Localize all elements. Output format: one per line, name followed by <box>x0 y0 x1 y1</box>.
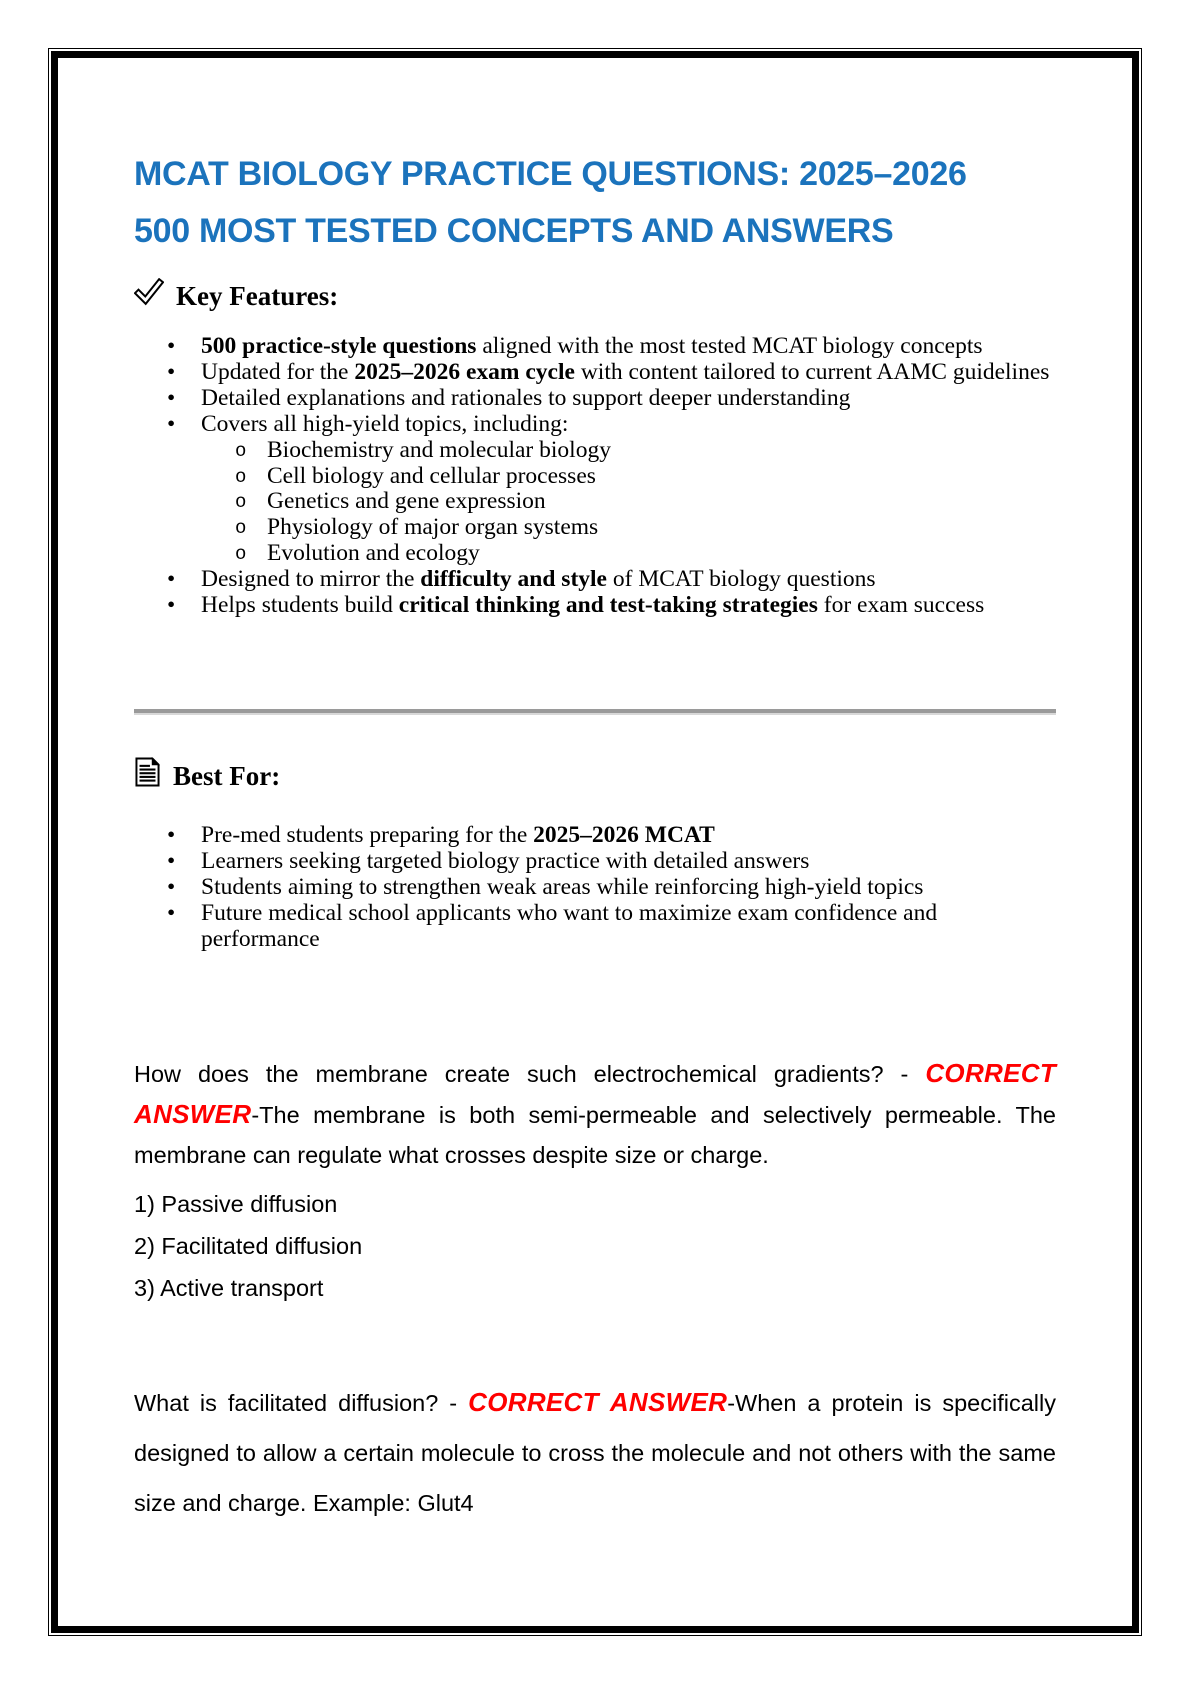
question-text: What is facilitated diffusion? - <box>134 1389 469 1416</box>
best-for-list <box>134 823 1056 953</box>
page-border <box>48 48 1142 1636</box>
question-text: How does the membrane create such electrochemical gradients? - <box>134 1060 926 1087</box>
option-line: 3) Active transport <box>134 1274 324 1301</box>
page-border-inner <box>51 51 1139 1633</box>
question-answer-paragraph <box>134 1377 1056 1528</box>
document-page <box>58 146 1132 1528</box>
list-item: o Biochemistry and molecular biology <box>134 438 1056 464</box>
answer-text: -The membrane is both semi-permeable and selectively permeable. The membrane can regulate what crosses despite size or charge. <box>134 1101 1056 1168</box>
check-outline-icon <box>134 278 164 314</box>
key-features-list-tail <box>134 567 1056 619</box>
correct-answer-marker: CORRECT ANSWER <box>468 1386 728 1417</box>
list-item: o Physiology of major organ systems <box>134 515 1056 541</box>
key-features-heading <box>134 278 1056 314</box>
list-item: • Students aiming to strengthen weak areas while reinforcing high-yield topics <box>134 875 1056 901</box>
list-item: • Helps students build critical thinking and test-taking strategies for exam success <box>134 593 1056 619</box>
answer-text: -When a protein is specifically designed to allow a certain molecule to cross the molecule and not others with the same size and charge. Example: Glut4 <box>134 1389 1056 1516</box>
list-item: • Learners seeking targeted biology practice with detailed answers <box>134 849 1056 875</box>
list-item: • Pre-med students preparing for the 2025–2026 MCAT <box>134 823 1056 849</box>
list-item: o Genetics and gene expression <box>134 489 1056 515</box>
list-item: o Cell biology and cellular processes <box>134 464 1056 490</box>
key-features-heading-label: Key Features: <box>176 281 339 311</box>
best-for-heading <box>134 757 1056 795</box>
best-for-heading-label: Best For: <box>173 760 281 791</box>
document-title: MCAT BIOLOGY PRACTICE QUESTIONS: 2025–2026 500 MOST TESTED CONCEPTS AND ANSWERS <box>134 155 967 250</box>
list-item: o Evolution and ecology <box>134 541 1056 567</box>
qa-item <box>134 1053 1056 1301</box>
list-item: • Designed to mirror the difficulty and style of MCAT biology questions <box>134 567 1056 593</box>
key-features-sublist <box>134 438 1056 568</box>
list-item: • Future medical school applicants who want to maximize exam confidence and performance <box>134 901 1056 953</box>
list-item: • Covers all high-yield topics, including: <box>134 412 1056 438</box>
key-features-list <box>134 334 1056 438</box>
option-line: 1) Passive diffusion <box>134 1190 338 1217</box>
section-divider <box>134 709 1056 715</box>
option-line: 2) Facilitated diffusion <box>134 1232 363 1259</box>
list-item: • Updated for the 2025–2026 exam cycle with content tailored to current AAMC guidelines <box>134 360 1056 386</box>
list-item: • Detailed explanations and rationales to support deeper understanding <box>134 386 1056 412</box>
qa-item <box>134 1377 1056 1528</box>
list-item: • 500 practice-style questions aligned with the most tested MCAT biology concepts <box>134 334 1056 360</box>
options-group <box>134 1191 1056 1301</box>
question-answer-paragraph <box>134 1053 1056 1175</box>
document-lines-icon <box>134 757 161 795</box>
correct-answer-marker: CORRECT ANSWER <box>134 1057 1056 1129</box>
